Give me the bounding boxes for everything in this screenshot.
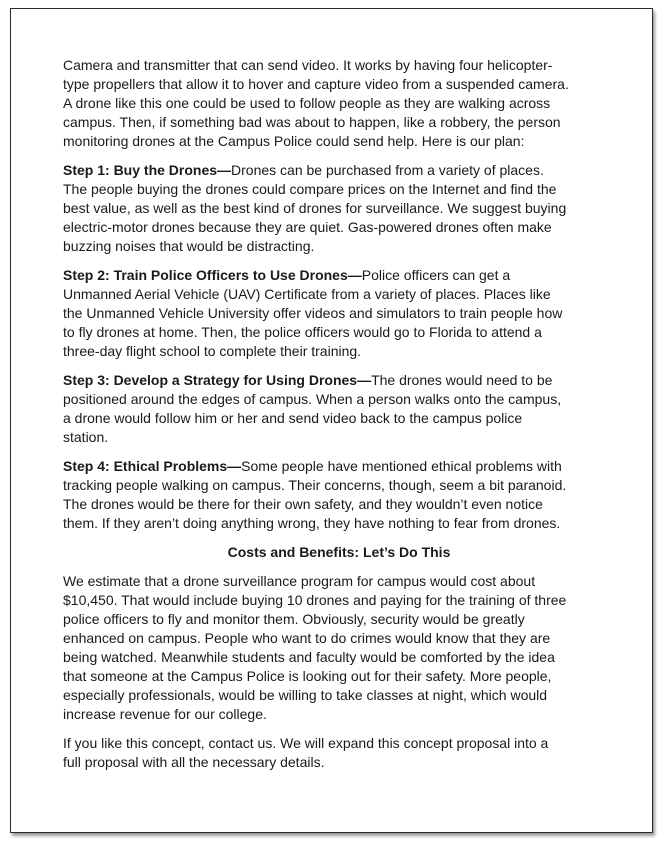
paragraph-step-3 bbox=[63, 371, 638, 447]
paragraph-intro bbox=[63, 56, 638, 151]
paragraph-step-2 bbox=[63, 266, 638, 361]
document-content bbox=[11, 9, 652, 772]
paragraph-step-1-lead: Step 1: Buy the Drones— bbox=[63, 162, 232, 178]
paragraph-step-4-lead: Step 4: Ethical Problems— bbox=[63, 458, 242, 474]
section-heading-costs-benefits: Costs and Benefits: Let’s Do This bbox=[227, 544, 451, 560]
paragraph-step-2-lead: Step 2: Train Police Officers to Use Drones— bbox=[63, 267, 362, 283]
paragraph-step-2-text: Police officers can get a Unmanned Aerial Vehicle (UAV) Certificate from a variety of places. Places like the Unmanned Vehicle University offer videos and simulators to train people how to fly drones at home. Then, the police officers would go to Florida to attend a three-day flight school to complete their training. bbox=[63, 267, 563, 359]
paragraph-closing bbox=[63, 734, 638, 772]
paragraph-step-1-text: Drones can be purchased from a variety of places. The people buying the drones could compare prices on the Internet and find the best value, as well as the best kind of drones for surveillance. We suggest buying electric-motor drones because they are quiet. Gas-powered drones often make buzzing noises that would be distracting. bbox=[63, 162, 567, 254]
paragraph-step-4-text: Some people have mentioned ethical problems with tracking people walking on campus. Their concerns, though, seem a bit paranoid. The drones would be there for their own safety, and they wouldn’t even notice them. If they aren’t doing anything wrong, they have nothing to fear from drones. bbox=[63, 458, 567, 531]
paragraph-costs bbox=[63, 572, 638, 724]
paragraph-step-4 bbox=[63, 457, 638, 533]
paragraph-step-1 bbox=[63, 161, 638, 256]
paragraph-closing-text: If you like this concept, contact us. We will expand this concept proposal into a full proposal with all the necessary details. bbox=[63, 735, 549, 770]
paragraph-step-3-text: The drones would need to be positioned around the edges of campus. When a person walks onto the campus, a drone would follow him or her and send video back to the campus police station. bbox=[63, 372, 562, 445]
paragraph-intro-text: Camera and transmitter that can send video. It works by having four helicopter- type propellers that allow it to hover and capture video from a suspended camera. A drone like this one could be used to follow people as they are walking across campus. Then, if something bad was about to happen, like a robbery, the person monitoring drones at the Campus Police could send help. Here is our plan: bbox=[63, 57, 569, 149]
paragraph-step-3-lead: Step 3: Develop a Strategy for Using Drones— bbox=[63, 372, 372, 388]
paragraph-costs-text: We estimate that a drone surveillance program for campus would cost about $10,450. That would include buying 10 drones and paying for the training of three police officers to fly and monitor them. Obviously, security would be greatly enhanced on campus. People who want to do crimes would know that they are being watched. Meanwhile students and faculty would be comforted by the idea that someone at the Campus Police is looking out for their safety. More people, especially professionals, would be willing to take classes at night, which would increase revenue for our college. bbox=[63, 573, 567, 722]
document-page bbox=[10, 8, 653, 833]
